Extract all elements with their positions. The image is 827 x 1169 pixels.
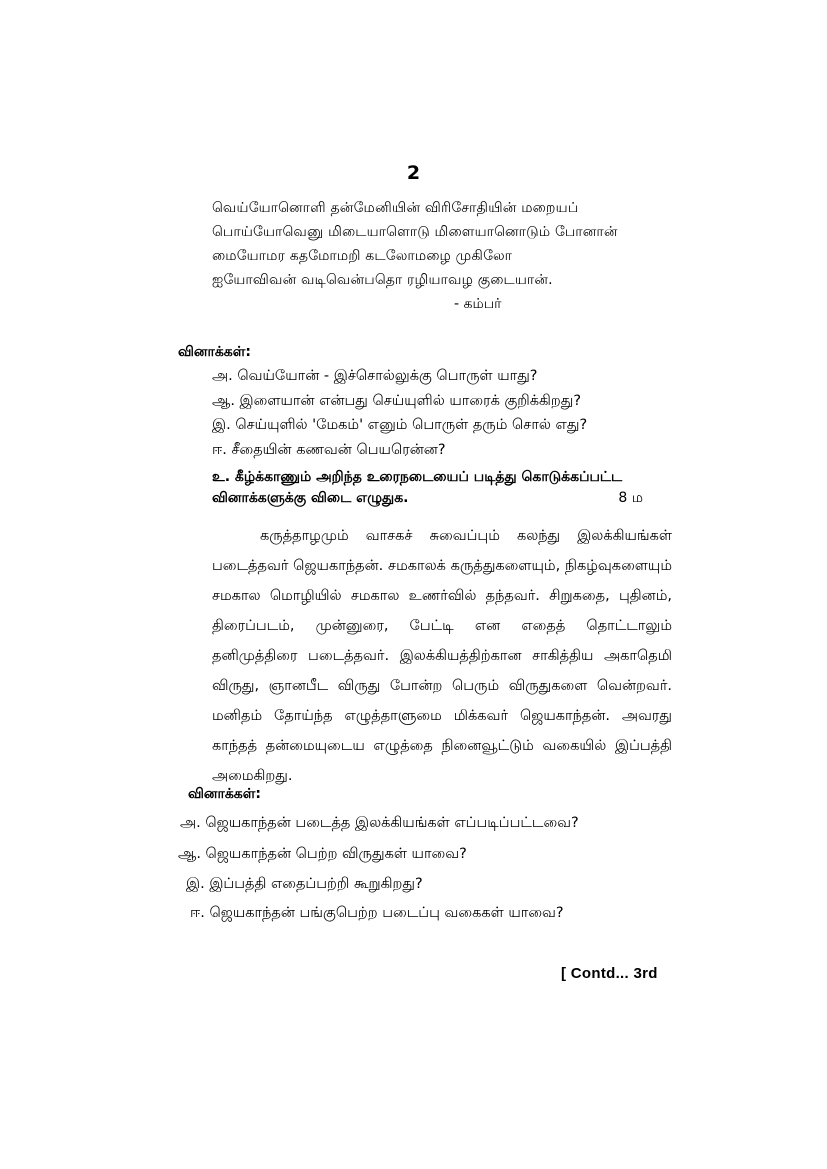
question-item: இ. இப்பத்தி எதைப்பற்றி கூறுகிறது? [186,876,423,892]
poem-line: மையோமர கதமோமறி கடலோமழை முகிலோ [212,248,513,264]
questions-heading-2: வினாக்கள்: [188,786,261,802]
poem-line: வெய்யோனொளி தன்மேனியின் விரிசோதியின் மறையப் [212,200,579,216]
question-item: ஈ. சீதையின் கணவன் பெயரென்ன? [212,442,446,458]
question-item: ஈ. ஜெயகாந்தன் பங்குபெற்ற படைப்பு வகைகள் யாவை? [190,905,564,921]
question-item: ஆ. இளையான் என்பது செய்யுளில் யாரைக் குறிக்கிறது? [212,393,582,409]
questions-heading-1: வினாக்கள்: [178,344,251,360]
poem-author: - கம்பர் [454,296,502,312]
section-title-line-1: உ. கீழ்க்காணும் அறிந்த உரைநடையைப் படித்து கொடுக்கப்பட்ட [212,469,623,485]
poem-line: ஐயோவிவன் வடிவென்பதொ ரழியாவழ குடையான். [212,272,553,288]
section-title-line-2: வினாக்களுக்கு விடை எழுதுக. [212,490,409,506]
passage-text: கருத்தாழமும் வாசகச் சுவைப்பும் கலந்து இலக்கியங்கள் படைத்தவர் ஜெயகாந்தன். சமகாலக் கருத்துகளையும், நிகழ்வுகளையும் சமகால மொழியில் சமகால உணர்வில் தந்தவர். சிறுகதை, புதினம், திரைப்படம், முன்னுரை, பேட்டி என எதைத் தொட்டாலும் தனிமுத்திரை படைத்தவர். இலக்கியத்திற்கான சாகித்திய அகாதெமி விருது, ஞானபீட விருது போன்ற பெரும் விருதுகளை வென்றவர். மனிதம் தோய்ந்த எழுத்தாளுமை மிக்கவர் ஜெயகாந்தன். அவரது காந்தத் தன்மையுடைய எழுத்தை நினைவூட்டும் வகையில் இப்பத்தி அமைகிறது. [212,528,672,784]
prose-passage [212,521,672,791]
poem-line: பொய்யோவெனு மிடையாளொடு மிளையானொடும் போனான் [212,224,618,240]
question-item: இ. செய்யுளில் 'மேகம்' எனும் பொருள் தரும் சொல் எது? [212,417,588,433]
question-item: அ. ஜெயகாந்தன் படைத்த இலக்கியங்கள் எப்படிப்பட்டவை? [180,815,579,831]
page-number: 2 [406,162,421,184]
question-item: அ. வெய்யோன் - இச்சொல்லுக்கு பொருள் யாது? [212,368,538,384]
marks-label: 8 ம [618,490,643,506]
continued-note: [ Contd... 3rd [561,965,658,982]
question-item: ஆ. ஜெயகாந்தன் பெற்ற விருதுகள் யாவை? [178,846,467,862]
